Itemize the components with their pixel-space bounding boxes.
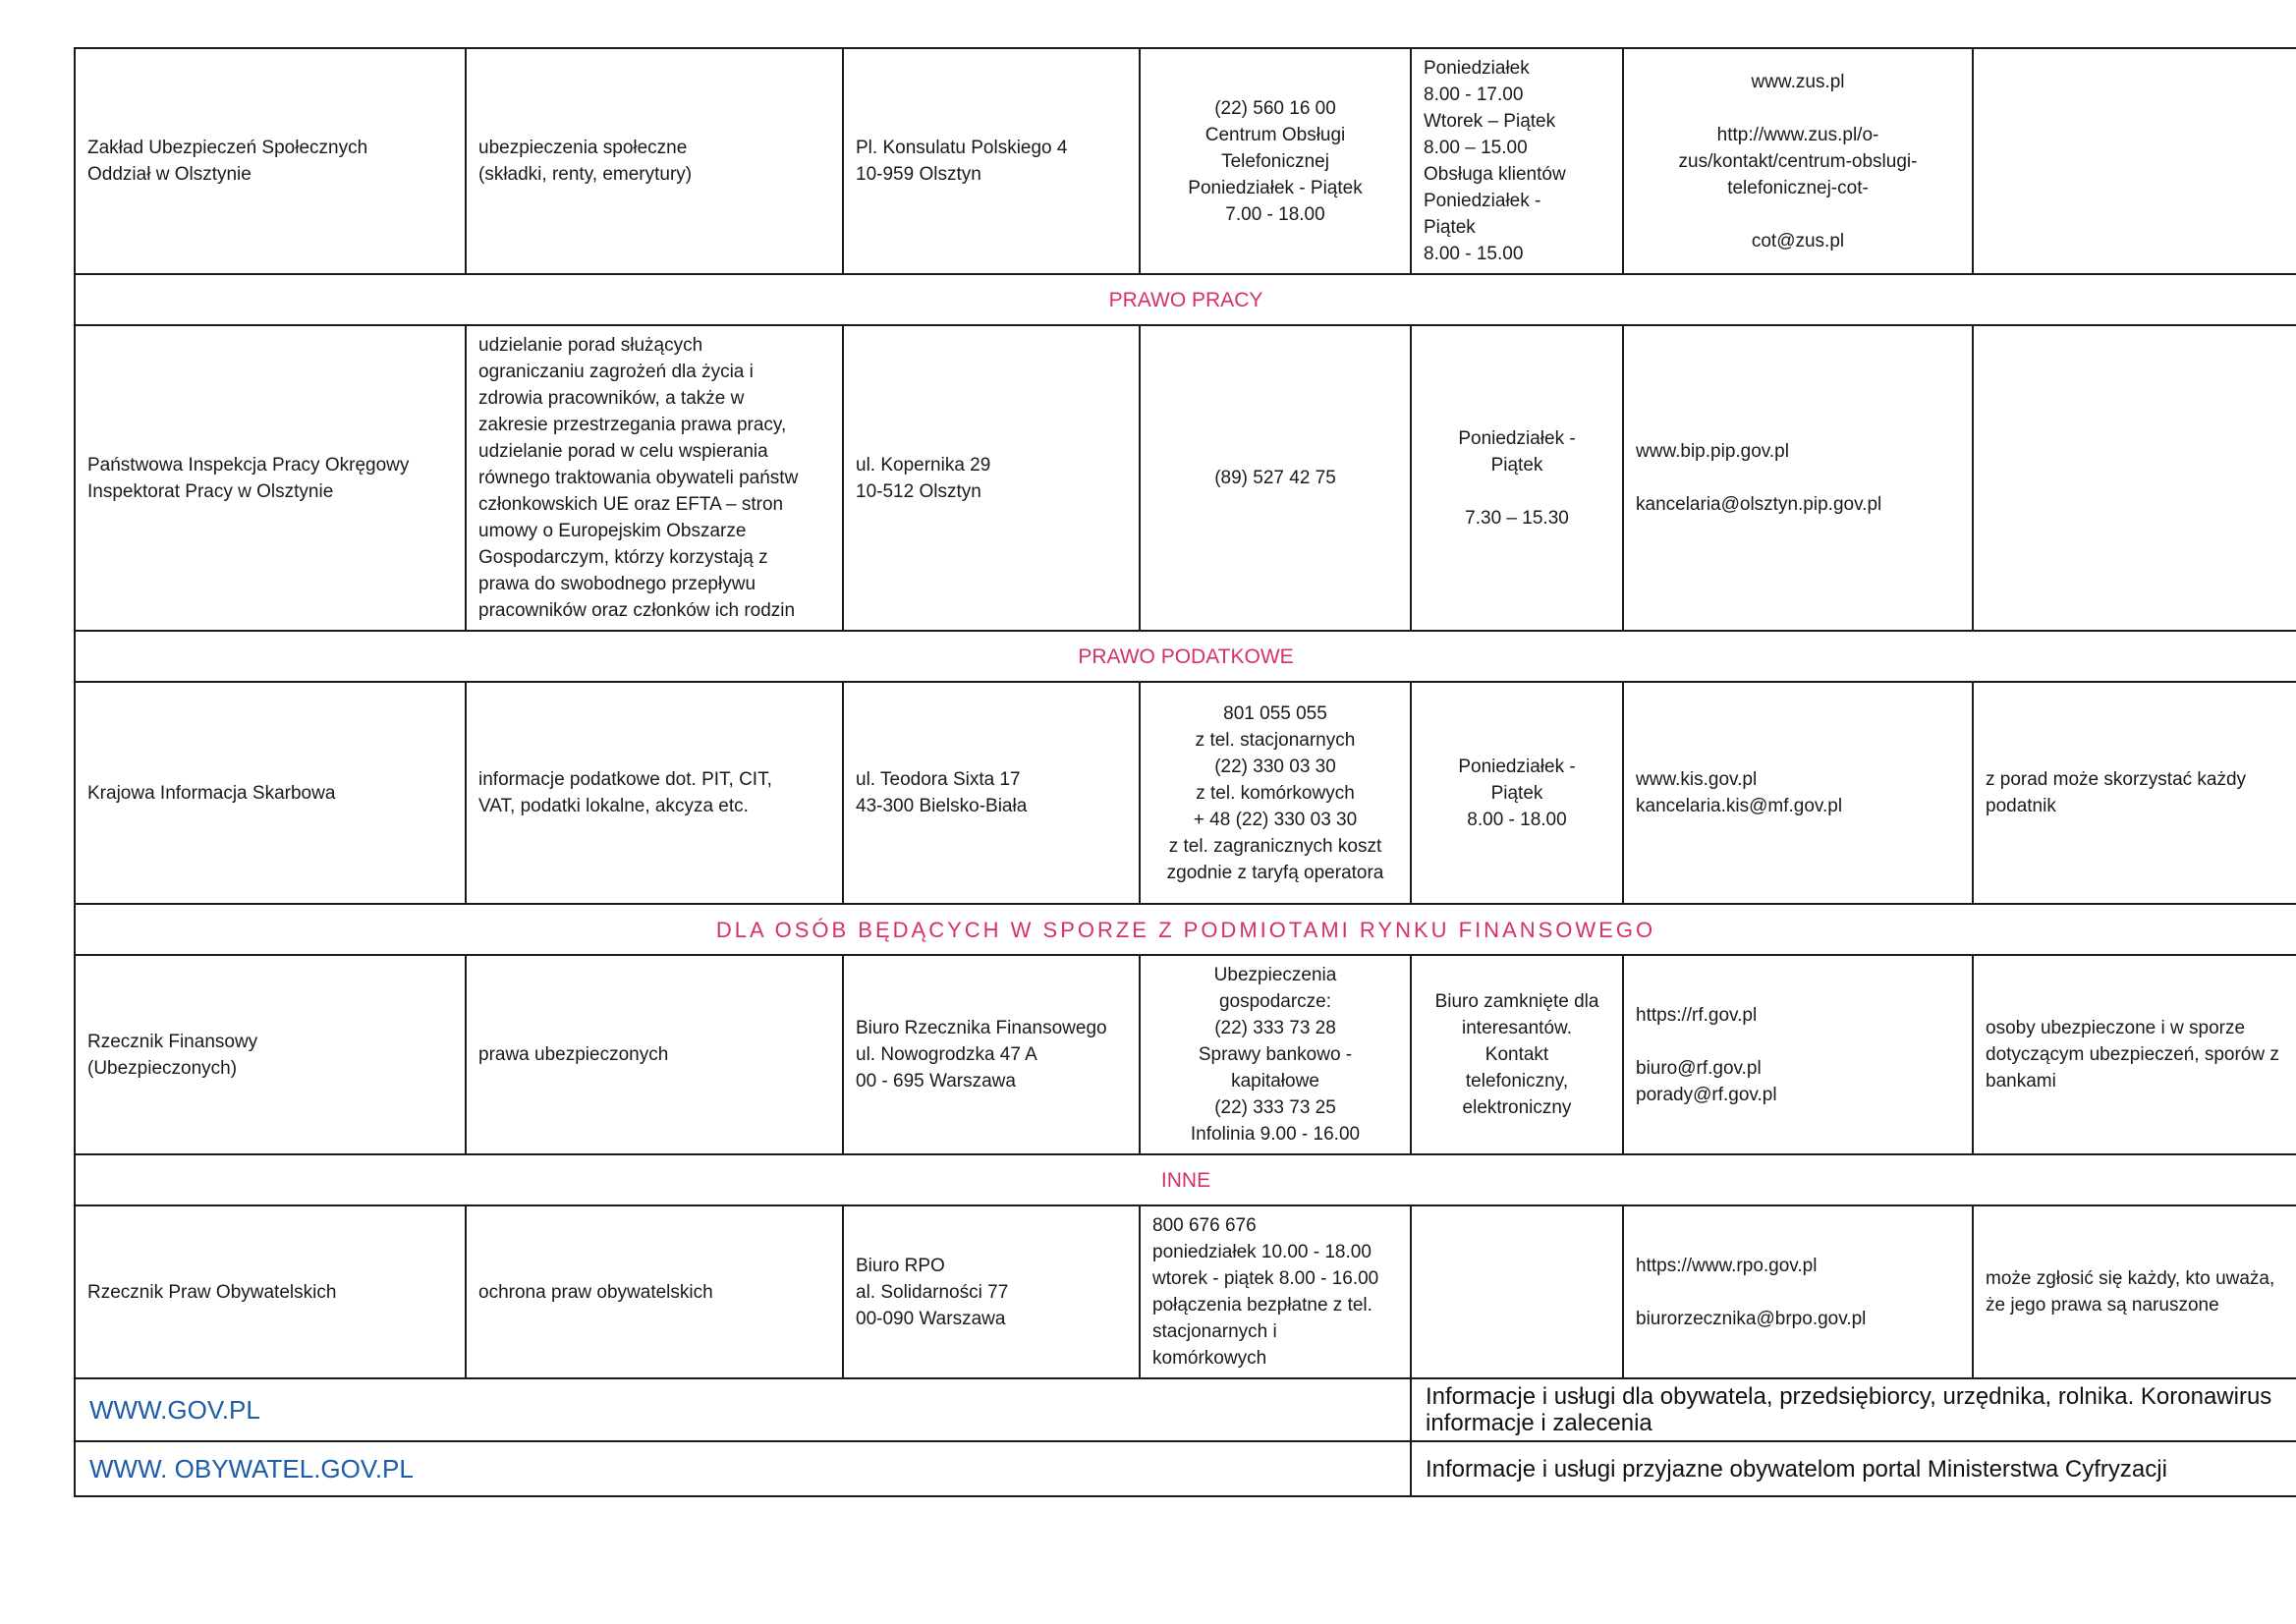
footer-row: [75, 1378, 2296, 1441]
institution-phone: 800 676 676 poniedziałek 10.00 - 18.00 wtorek - piątek 8.00 - 16.00 połączenia bezpłatne z tel. stacjonarnych i komórkowych: [1140, 1205, 1411, 1378]
section-heading-finance: DLA OSÓB BĘDĄCYCH W SPORZE Z PODMIOTAMI RYNKU FINANSOWEGO: [75, 904, 2296, 955]
institution-notes: [1973, 48, 2296, 274]
institution-hours: Poniedziałek 8.00 - 17.00 Wtorek – Piątek 8.00 – 15.00 Obsługa klientów Poniedziałek - Piątek 8.00 - 15.00: [1411, 48, 1623, 274]
institution-name: Krajowa Informacja Skarbowa: [75, 682, 466, 904]
table-row: [75, 955, 2296, 1154]
institution-address: Pl. Konsulatu Polskiego 4 10-959 Olsztyn: [843, 48, 1140, 274]
institution-scope: ubezpieczenia społeczne (składki, renty, emerytury): [466, 48, 843, 274]
institution-scope: prawa ubezpieczonych: [466, 955, 843, 1154]
institution-name: Państwowa Inspekcja Pracy Okręgowy Inspektorat Pracy w Olsztynie: [75, 325, 466, 631]
institution-web[interactable]: www.zus.pl http://www.zus.pl/o- zus/kontakt/centrum-obslugi- telefonicznej-cot- cot@zus.pl: [1623, 48, 1973, 274]
institution-phone: 801 055 055 z tel. stacjonarnych (22) 330 03 30 z tel. komórkowych + 48 (22) 330 03 30 z tel. zagranicznych koszt zgodnie z taryfą operatora: [1140, 682, 1411, 904]
institution-notes: może zgłosić się każdy, kto uważa, że jego prawa są naruszone: [1973, 1205, 2296, 1378]
footer-description-gov: Informacje i usługi dla obywatela, przedsiębiorcy, urzędnika, rolnika. Koronawirus informacje i zalecenia: [1411, 1378, 2296, 1441]
table-row: [75, 682, 2296, 904]
institution-phone: (89) 527 42 75: [1140, 325, 1411, 631]
institution-name: Rzecznik Praw Obywatelskich: [75, 1205, 466, 1378]
table-row: [75, 325, 2296, 631]
institution-web[interactable]: www.bip.pip.gov.pl kancelaria@olsztyn.pip.gov.pl: [1623, 325, 1973, 631]
institution-phone: (22) 560 16 00 Centrum Obsługi Telefonicznej Poniedziałek - Piątek 7.00 - 18.00: [1140, 48, 1411, 274]
section-row: [75, 1154, 2296, 1205]
footer-row: [75, 1441, 2296, 1496]
institution-web[interactable]: www.kis.gov.pl kancelaria.kis@mf.gov.pl: [1623, 682, 1973, 904]
institution-name: Zakład Ubezpieczeń Społecznych Oddział w Olsztynie: [75, 48, 466, 274]
institution-web[interactable]: https://rf.gov.pl biuro@rf.gov.pl porady@rf.gov.pl: [1623, 955, 1973, 1154]
section-row: [75, 274, 2296, 325]
footer-link-gov[interactable]: WWW.GOV.PL: [75, 1378, 1411, 1441]
institution-address: ul. Kopernika 29 10-512 Olsztyn: [843, 325, 1140, 631]
institution-scope: ochrona praw obywatelskich: [466, 1205, 843, 1378]
institution-hours: Poniedziałek - Piątek 7.30 – 15.30: [1411, 325, 1623, 631]
section-row: [75, 631, 2296, 682]
institution-address: ul. Teodora Sixta 17 43-300 Bielsko-Biała: [843, 682, 1140, 904]
table-row: [75, 1205, 2296, 1378]
institution-name: Rzecznik Finansowy (Ubezpieczonych): [75, 955, 466, 1154]
institution-address: Biuro Rzecznika Finansowego ul. Nowogrodzka 47 A 00 - 695 Warszawa: [843, 955, 1140, 1154]
section-heading-tax: PRAWO PODATKOWE: [75, 631, 2296, 682]
section-heading-labor: PRAWO PRACY: [75, 274, 2296, 325]
institution-hours: Poniedziałek - Piątek 8.00 - 18.00: [1411, 682, 1623, 904]
institution-hours: Biuro zamknięte dla interesantów. Kontakt telefoniczny, elektroniczny: [1411, 955, 1623, 1154]
institution-phone: Ubezpieczenia gospodarcze: (22) 333 73 28 Sprawy bankowo - kapitałowe (22) 333 73 25 Infolinia 9.00 - 16.00: [1140, 955, 1411, 1154]
footer-description-obywatel: Informacje i usługi przyjazne obywatelom portal Ministerstwa Cyfryzacji: [1411, 1441, 2296, 1496]
institution-notes: z porad może skorzystać każdy podatnik: [1973, 682, 2296, 904]
table-row: [75, 48, 2296, 274]
institution-notes: osoby ubezpieczone i w sporze dotyczącym ubezpieczeń, sporów z bankami: [1973, 955, 2296, 1154]
institution-scope: udzielanie porad służących ograniczaniu zagrożeń dla życia i zdrowia pracowników, a także w zakresie przestrzegania prawa pracy, udzielanie porad w celu wspierania równego traktowania obywateli państw członkowskich UE oraz EFTA – stron umowy o Europejskim Obszarze Gospodarczym, którzy korzystają z prawa do swobodnego przepływu pracowników oraz członków ich rodzin: [466, 325, 843, 631]
section-heading-other: INNE: [75, 1154, 2296, 1205]
footer-link-obywatel[interactable]: WWW. OBYWATEL.GOV.PL: [75, 1441, 1411, 1496]
institution-scope: informacje podatkowe dot. PIT, CIT, VAT, podatki lokalne, akcyza etc.: [466, 682, 843, 904]
institution-hours: [1411, 1205, 1623, 1378]
institution-web[interactable]: https://www.rpo.gov.pl biurorzecznika@brpo.gov.pl: [1623, 1205, 1973, 1378]
institution-address: Biuro RPO al. Solidarności 77 00-090 Warszawa: [843, 1205, 1140, 1378]
institutions-table: [74, 47, 2296, 1497]
section-row: [75, 904, 2296, 955]
institution-notes: [1973, 325, 2296, 631]
